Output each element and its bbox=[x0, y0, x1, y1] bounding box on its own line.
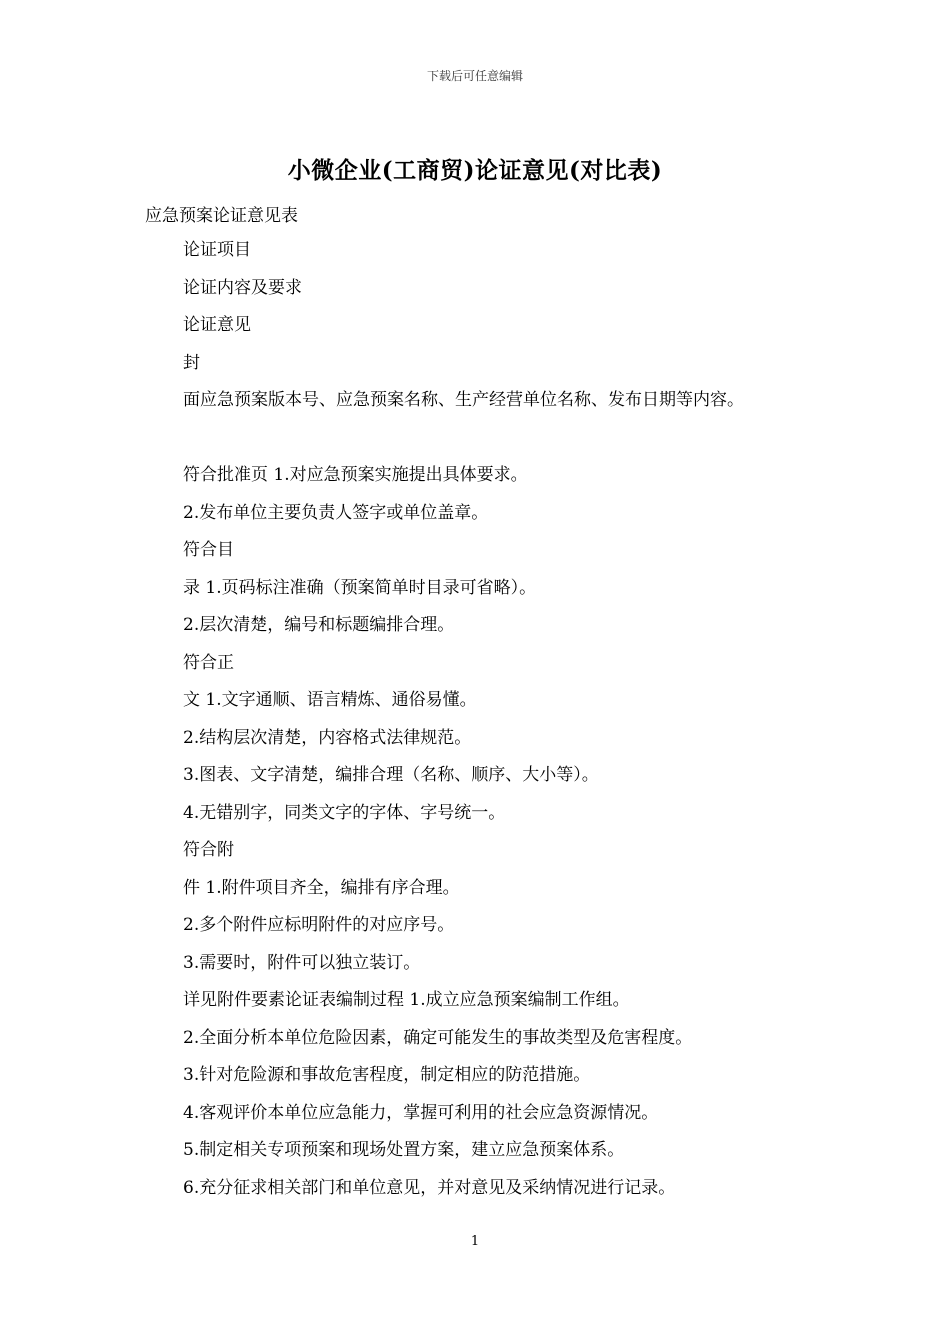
body-line: 4.无错别字，同类文字的字体、字号统一。 bbox=[183, 802, 506, 823]
document-body bbox=[183, 238, 863, 1213]
body-line: 2.多个附件应标明附件的对应序号。 bbox=[183, 915, 455, 935]
body-line: 6.充分征求相关部门和单位意见，并对意见及采纳情况进行记录。 bbox=[183, 1177, 676, 1198]
body-line: 论证意见 bbox=[183, 315, 251, 335]
body-line: 2.全面分析本单位危险因素，确定可能发生的事故类型及危害程度。 bbox=[183, 1027, 693, 1048]
body-line: 符合附 bbox=[183, 840, 234, 860]
body-line: 符合批准页 1.对应急预案实施提出具体要求。 bbox=[183, 465, 528, 485]
body-line: 符合目 bbox=[183, 540, 234, 560]
body-line: 2.发布单位主要负责人签字或单位盖章。 bbox=[183, 502, 489, 523]
blank-line bbox=[183, 426, 863, 464]
body-line: 论证内容及要求 bbox=[183, 277, 302, 298]
body-line: 5.制定相关专项预案和现场处置方案，建立应急预案体系。 bbox=[183, 1140, 625, 1160]
page-header-note: 下载后可任意编辑 bbox=[426, 69, 523, 83]
document-title: 小微企业(工商贸)论证意见(对比表) bbox=[287, 157, 663, 184]
body-line: 文 1.文字通顺、语言精炼、通俗易懂。 bbox=[183, 690, 477, 710]
body-line: 封 bbox=[183, 352, 200, 373]
body-line: 录 1.页码标注准确（预案简单时目录可省略）。 bbox=[183, 577, 537, 598]
body-line: 论证项目 bbox=[183, 240, 251, 260]
section-heading: 应急预案论证意见表 bbox=[145, 206, 298, 226]
body-line: 2.结构层次清楚，内容格式法律规范。 bbox=[183, 727, 472, 748]
page-number: 1 bbox=[470, 1234, 480, 1249]
body-line: 4.客观评价本单位应急能力，掌握可利用的社会应急资源情况。 bbox=[183, 1102, 659, 1123]
body-line: 详见附件要素论证表编制过程 1.成立应急预案编制工作组。 bbox=[183, 990, 630, 1010]
body-line: 2.层次清楚，编号和标题编排合理。 bbox=[183, 615, 455, 635]
body-line: 3.图表、文字清楚，编排合理（名称、顺序、大小等）。 bbox=[183, 765, 599, 785]
body-line: 符合正 bbox=[183, 652, 234, 673]
body-line: 面应急预案版本号、应急预案名称、生产经营单位名称、发布日期等内容。 bbox=[183, 390, 744, 410]
body-line: 3.针对危险源和事故危害程度，制定相应的防范措施。 bbox=[183, 1065, 591, 1085]
body-line: 3.需要时，附件可以独立装订。 bbox=[183, 952, 421, 973]
body-line: 件 1.附件项目齐全，编排有序合理。 bbox=[183, 877, 460, 898]
